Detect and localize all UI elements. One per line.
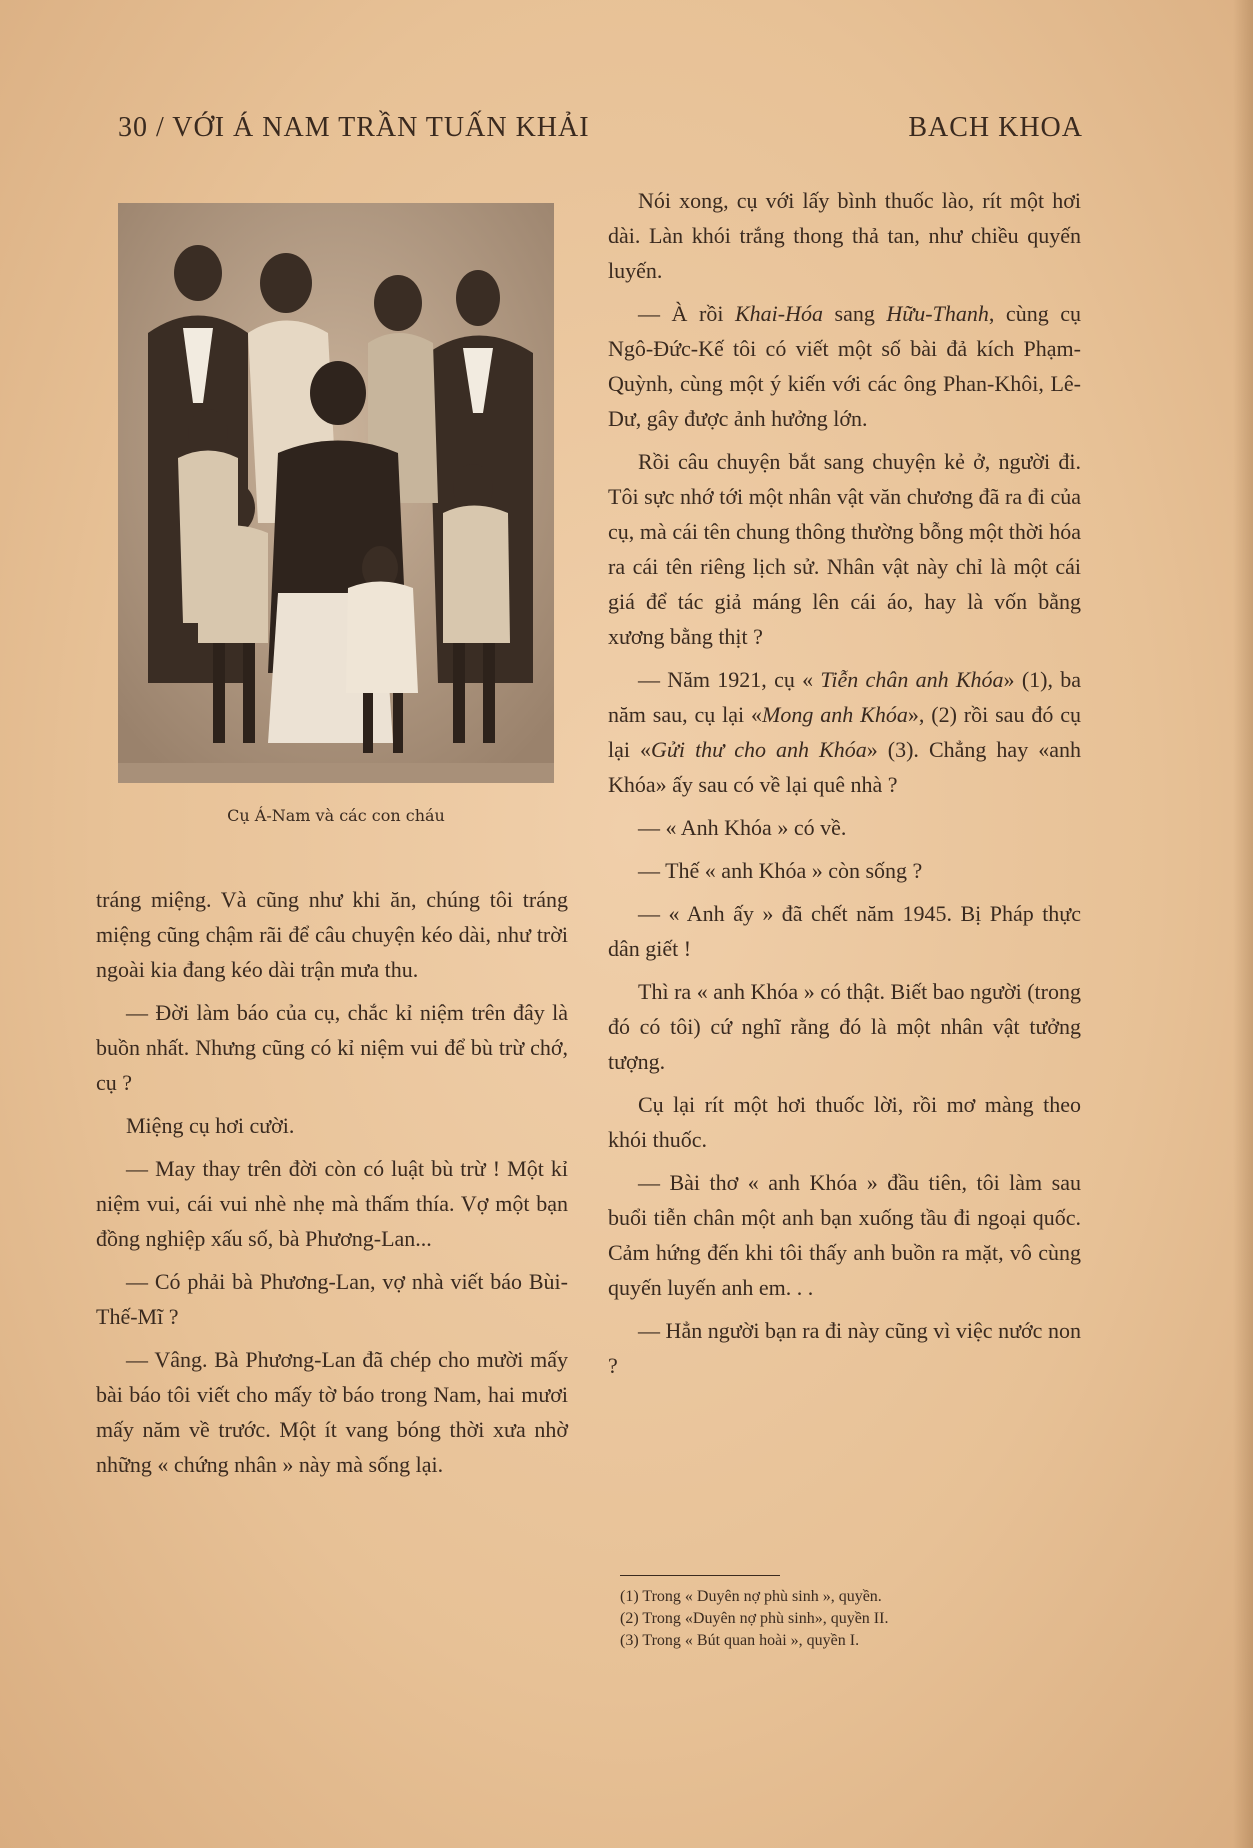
poem-title: Tiễn chân anh Khóa	[820, 667, 1004, 692]
magazine-name: BACH KHOA	[908, 112, 1083, 143]
paragraph: — « Anh ấy » đã chết năm 1945. Bị Pháp thực dân giết !	[608, 901, 1081, 961]
footnote-rule	[620, 1575, 780, 1576]
paragraph	[608, 662, 1081, 802]
paragraph: tráng miệng. Và cũng như khi ăn, chúng tôi tráng miệng cũng chậm rãi để câu chuyện kéo dài, như trời ngoài kia đang kéo dài trận mưa thu.	[96, 887, 568, 982]
paragraph: Miệng cụ hơi cười.	[126, 1113, 295, 1138]
paragraph: — Thế « anh Khóa » còn sống ?	[638, 858, 923, 883]
paragraph: Rồi câu chuyện bắt sang chuyện kẻ ở, người đi. Tôi sực nhớ tới một nhân vật văn chương đã ra đi của cụ, mà cái tên chung thông thường bỗng một thời hóa ra cái tên riêng lịch sử. Nhân vật này chỉ là một cái giá để tác giả máng lên cái áo, hay là vốn bằng xương bằng thịt ?	[608, 449, 1081, 649]
footnote: (2) Trong «Duyên nợ phù sinh», quyền II.	[620, 1610, 889, 1627]
paragraph: — Có phải bà Phương-Lan, vợ nhà viết báo Bùi-Thế-Mĩ ?	[96, 1269, 568, 1329]
paragraph: — Bài thơ « anh Khóa » đầu tiên, tôi làm sau buổi tiễn chân một anh bạn xuống tầu đi ngoại quốc. Cảm hứng đến khi tôi thấy anh buồn ra mặt, vô cùng quyến luyến anh em. . .	[608, 1170, 1081, 1300]
right-text-column	[608, 183, 1081, 1391]
footnotes	[620, 1575, 1080, 1652]
page-edge-shadow	[1233, 0, 1253, 1848]
paragraph: — Hẳn người bạn ra đi này cũng vì việc nước non ?	[608, 1318, 1081, 1378]
text-run: — Năm 1921, cụ «	[638, 667, 821, 692]
family-photo	[118, 203, 554, 783]
paragraph: Cụ lại rít một hơi thuốc lời, rồi mơ màng theo khói thuốc.	[608, 1092, 1081, 1152]
text-run: » (3). Chẳng hay «anh Khóa» ấy sau có về lại quê nhà ?	[608, 737, 1081, 797]
poem-title: Mong anh Khóa	[762, 702, 908, 727]
left-text-column	[96, 882, 568, 1490]
paragraph: Thì ra « anh Khóa » có thật. Biết bao người (trong đó có tôi) cứ nghĩ rằng đó là một nhân vật tưởng tượng.	[608, 979, 1081, 1074]
running-head-title: 30 / VỚI Á NAM TRẦN TUẤN KHẢI	[118, 112, 590, 143]
paragraph: Nói xong, cụ với lấy bình thuốc lào, rít một hơi dài. Làn khói trắng thong thả tan, như chiều quyến luyến.	[608, 188, 1081, 283]
footnote: (3) Trong « Bút quan hoài », quyền I.	[620, 1632, 860, 1649]
newspaper-title: Khai-Hóa	[734, 301, 823, 326]
page-header	[118, 112, 1083, 156]
paragraph: — Vâng. Bà Phương-Lan đã chép cho mười mấy bài báo tôi viết cho mấy tờ báo trong Nam, hai mươi mấy năm về trước. Một ít vang bóng thời xưa nhờ những « chứng nhân » này mà sống lại.	[96, 1347, 568, 1477]
text-run: » (1), ba năm sau, cụ lại «	[608, 667, 1082, 727]
footnote: (1) Trong « Duyên nợ phù sinh », quyền.	[620, 1588, 882, 1605]
paragraph: — « Anh Khóa » có về.	[638, 815, 847, 840]
poem-title: Gửi thư cho anh Khóa	[651, 737, 867, 762]
paragraph: — Đời làm báo của cụ, chắc kỉ niệm trên đây là buồn nhất. Nhưng cũng có kỉ niệm vui để bù trừ chớ, cụ ?	[96, 1000, 568, 1095]
text-run: — À rồi	[638, 301, 735, 326]
text-run: , cùng cụ Ngô-Đức-Kế tôi có viết một số bài đả kích Phạm-Quỳnh, cùng một ý kiến với các ông Phan-Khôi, Lê-Dư, gây được ảnh hưởng lớn.	[608, 301, 1082, 431]
text-run: », (2) rồi sau đó cụ lại «	[608, 702, 1081, 762]
newspaper-title: Hữu-Thanh	[886, 301, 989, 326]
paragraph: — May thay trên đời còn có luật bù trừ ! Một kỉ niệm vui, cái vui nhè nhẹ mà thấm thía. Vợ một bạn đồng nghiệp xấu số, bà Phương-Lan...	[96, 1156, 568, 1251]
text-run: sang	[822, 301, 887, 326]
paragraph	[608, 296, 1081, 436]
photo-caption: Cụ Á-Nam và các con cháu	[227, 806, 445, 825]
